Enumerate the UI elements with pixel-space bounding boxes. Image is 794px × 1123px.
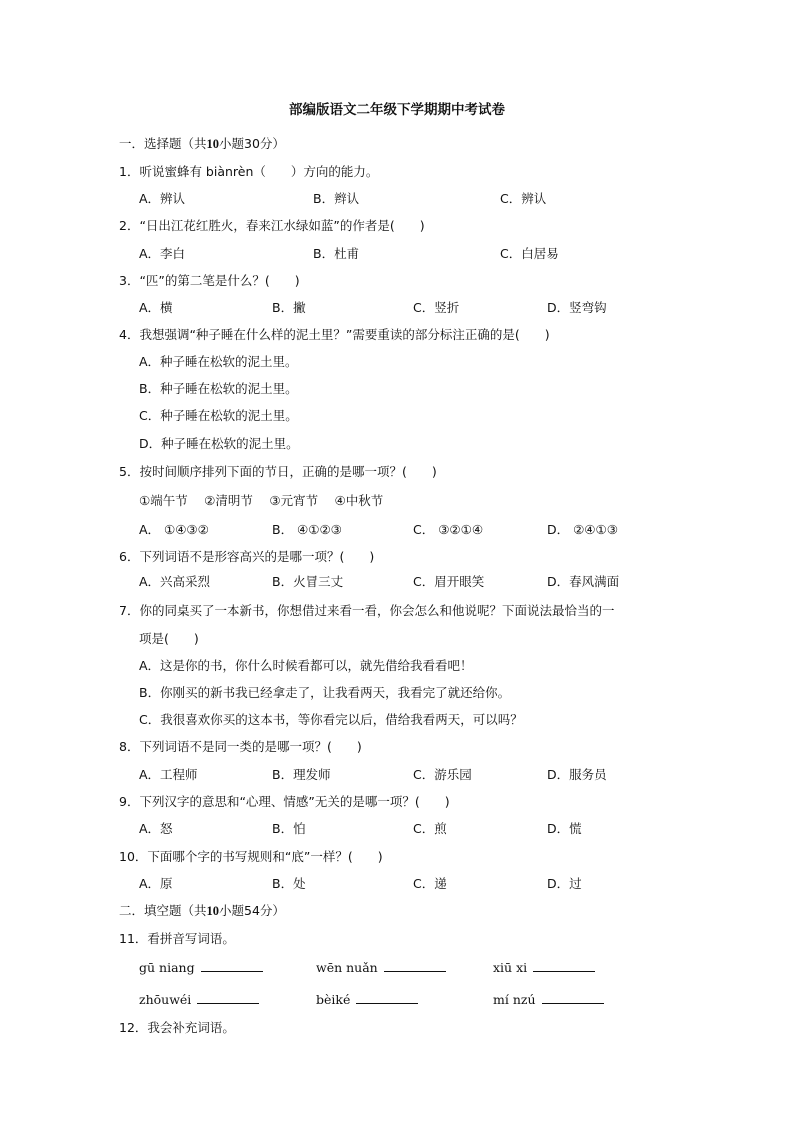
option-c[interactable]: C．递: [413, 876, 447, 891]
option-c[interactable]: C．竖折: [413, 300, 460, 315]
question-5: 5．按时间顺序排列下面的节日，正确的是哪一项？( ): [119, 464, 437, 479]
pinyin-item: gū niang: [139, 959, 263, 977]
pinyin-item: mí nzú: [493, 991, 604, 1009]
option-a[interactable]: A．种子睡在松软的泥土里。: [139, 354, 298, 369]
option-d[interactable]: D．竖弯钩: [547, 300, 607, 315]
question-10: 10．下面哪个字的书写规则和“底”一样？( ): [119, 849, 383, 864]
answer-blank[interactable]: [533, 959, 595, 972]
page-title: 部编版语文二年级下学期期中考试卷: [289, 102, 505, 118]
option-c[interactable]: C．眉开眼笑: [413, 574, 485, 589]
option-a[interactable]: A．辨认: [139, 191, 186, 206]
section-heading: 二．填空题（共10小题54分）: [119, 903, 285, 918]
answer-blank[interactable]: [356, 991, 418, 1004]
option-d[interactable]: D．慌: [547, 821, 582, 836]
option-b[interactable]: B．处: [272, 876, 306, 891]
question-8: 8．下列词语不是同一类的是哪一项？( ): [119, 739, 362, 754]
option-d[interactable]: D．种子睡在松软的泥土里。: [139, 436, 299, 451]
answer-blank[interactable]: [542, 991, 604, 1004]
option-c[interactable]: C． ③②①④: [413, 522, 484, 537]
option-a[interactable]: A．李白: [139, 246, 186, 261]
option-c[interactable]: C．煎: [413, 821, 447, 836]
option-b[interactable]: B．辫认: [313, 191, 360, 206]
question-1: 1．听说蜜蜂有 biànrèn（ ）方向的能力。: [119, 164, 379, 179]
option-a[interactable]: A．这是你的书，你什么时候看都可以，就先借给我看看吧！: [139, 658, 473, 673]
answer-blank[interactable]: [384, 959, 446, 972]
option-b[interactable]: B．撇: [272, 300, 306, 315]
option-a[interactable]: A． ①④③②: [139, 522, 209, 537]
option-c[interactable]: C．辨认: [500, 191, 547, 206]
option-c[interactable]: C．种子睡在松软的泥土里。: [139, 408, 298, 423]
festival-list: ①端午节 ②清明节 ③元宵节 ④中秋节: [139, 493, 384, 508]
option-d[interactable]: D． ②④①③: [547, 522, 618, 537]
option-b[interactable]: B．种子睡在松软的泥土里。: [139, 381, 298, 396]
option-a[interactable]: A．工程师: [139, 767, 198, 782]
option-b[interactable]: B．你刚买的新书我已经拿走了，让我看两天，我看完了就还给你。: [139, 685, 511, 700]
option-d[interactable]: D．春风满面: [547, 574, 620, 589]
question-9: 9．下列汉字的意思和“心理、情感”无关的是哪一项？( ): [119, 794, 450, 809]
answer-blank[interactable]: [197, 991, 259, 1004]
question-7: 7．你的同桌买了一本新书，你想借过来看一看，你会怎么和他说呢？下面说法最恰当的一: [119, 603, 615, 618]
option-a[interactable]: A．怒: [139, 821, 173, 836]
option-b[interactable]: B．怕: [272, 821, 306, 836]
option-c[interactable]: C．白居易: [500, 246, 559, 261]
pinyin-item: xiū xi: [493, 959, 595, 977]
question-4: 4．我想强调“种子睡在什么样的泥土里？”需要重读的部分标注正确的是( ): [119, 327, 550, 342]
pinyin-item: bèiké: [316, 991, 418, 1009]
question-12: 12．我会补充词语。: [119, 1020, 235, 1035]
question-11: 11．看拼音写词语。: [119, 931, 235, 946]
option-a[interactable]: A．横: [139, 300, 173, 315]
option-b[interactable]: B． ④①②③: [272, 522, 342, 537]
question-7-continued: 项是( ): [139, 631, 199, 646]
section-heading: 一．选择题（共10小题30分）: [119, 136, 285, 151]
question-3: 3．“匹”的第二笔是什么？( ): [119, 273, 300, 288]
pinyin-item: wēn nuǎn: [316, 959, 446, 977]
question-2: 2．“日出江花红胜火，春来江水绿如蓝”的作者是( ): [119, 218, 425, 233]
option-c[interactable]: C．我很喜欢你买的这本书，等你看完以后，借给我看两天，可以吗？: [139, 712, 523, 727]
answer-blank[interactable]: [201, 959, 263, 972]
option-a[interactable]: A．原: [139, 876, 173, 891]
option-b[interactable]: B．理发师: [272, 767, 331, 782]
option-c[interactable]: C．游乐园: [413, 767, 472, 782]
option-b[interactable]: B．杜甫: [313, 246, 360, 261]
pinyin-item: zhōuwéi: [139, 991, 259, 1009]
option-b[interactable]: B．火冒三丈: [272, 574, 344, 589]
question-6: 6．下列词语不是形容高兴的是哪一项？( ): [119, 549, 375, 564]
option-d[interactable]: D．过: [547, 876, 582, 891]
option-a[interactable]: A．兴高采烈: [139, 574, 211, 589]
option-d[interactable]: D．服务员: [547, 767, 607, 782]
